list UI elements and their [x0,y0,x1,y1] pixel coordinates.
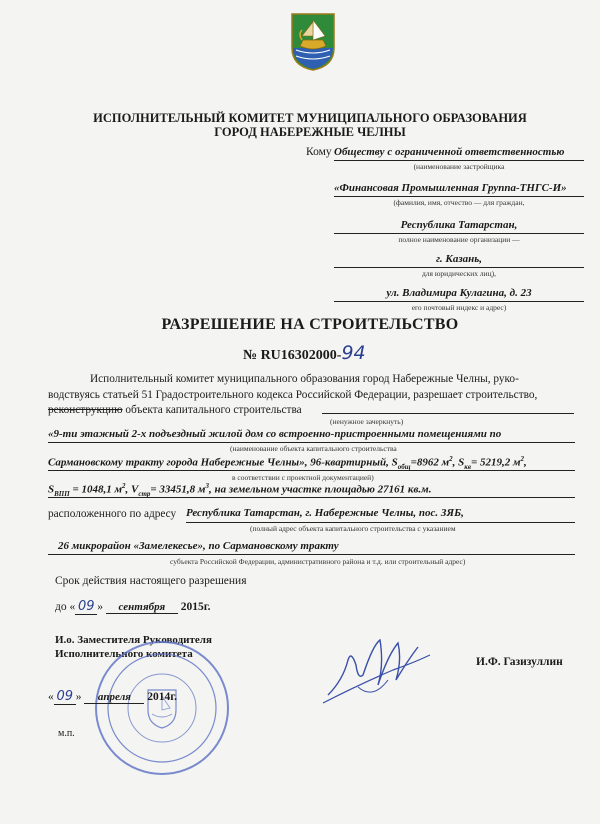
recipient-region-value: Республика Татарстан, [334,219,584,234]
paragraph-line-3-rest: объекта капитального строительства [125,404,302,416]
validity-quote: » [97,601,103,613]
volume-v-value: = 33451,8 м [150,483,206,496]
recipient-name-hint: (наименование застройщика [413,162,505,171]
validity-date [55,599,211,615]
recipient-address-value: ул. Владимира Кулагина, д. 23 [334,287,584,302]
recipient-company-hint: (фамилия, имя, отчество — для граждан, [393,198,525,207]
location-hint-2: субъекта Российской Федерации, административного района и т.д. или строительный адрес) [170,557,466,566]
seal-place-label: м.п. [58,728,75,739]
object-hint-1: (наименование объекта капитального строительства [230,444,397,453]
paragraph-line-3 [48,403,593,419]
validity-month: сентября [106,601,178,614]
date-day: 09 [54,689,76,705]
recipient-city-value: г. Казань, [334,253,584,268]
location-value: Республика Татарстан, г. Набережные Челны, пос. ЗЯБ, [186,507,575,523]
organization-header [80,111,540,139]
org-name-line2: ГОРОД НАБЕРЕЖНЫЕ ЧЕЛНЫ [214,125,406,139]
signer-position-line2: Исполнительного комитета [55,648,193,660]
object-line-2 [48,455,575,471]
area-total-sub: общ [397,462,411,471]
date-open-quote: « [48,691,54,703]
object-line-2-tail: , [524,456,527,469]
permit-number-prefix: № RU16302000- [243,348,342,363]
paragraph-line-1: Исполнительный комитет муниципального образования город Набережные Челны, руко- [90,373,519,385]
land-area-text: , на земельном участке площадью 27161 кв.м. [208,483,432,496]
object-type-line [322,412,574,414]
org-name-line1: ИСПОЛНИТЕЛЬНЫЙ КОМИТЕТ МУНИЦИПАЛЬНОГО ОБРАЗОВАНИЯ [93,111,527,125]
permit-number-handwritten: 94 [341,342,366,364]
coat-of-arms-emblem [290,12,336,72]
volume-s-sup: 2 [122,482,126,490]
signature-icon [318,625,438,715]
volume-s-sub: ВПП [54,489,70,498]
object-hint-2: в соответствии с проектной документацией) [232,473,374,482]
paragraph-line-2: водствуясь статьей 51 Градостроительного кодекса Российской Федерации, разрешает строительство, [48,388,538,401]
object-line-3 [48,482,575,498]
area-apt-label: , S [452,456,465,469]
signature-scribble [318,625,438,715]
volume-s-label: S [48,483,55,496]
location-line-2: 26 микрорайон «Замелекесье», по Сармановскому тракту [48,540,575,555]
emblem-shield-icon [290,12,336,72]
round-stamp-icon [92,638,232,778]
signer-position-line1: И.о. Заместителя Руководителя [55,634,212,646]
recipient-company-value: «Финансовая Промышленная Группа-ТНГС-И» [334,182,584,197]
area-apt-value: = 5219,2 м [470,456,521,469]
object-line-1: «9-ти этажный 2-х подъездный жилой дом со встроенно-пристроенными помещениями по [48,428,575,443]
volume-s-value: = 1048,1 м [69,483,122,496]
validity-day: 09 [75,599,97,615]
validity-do-label: до « [55,601,76,613]
area-apt-sup: 2 [520,455,525,463]
recipient-name-value: Обществу с ограниченной ответственностью [334,146,584,161]
date-year: 2014г. [147,691,178,703]
volume-v-sub: стр [138,489,151,498]
volume-v-label: , V [125,483,139,496]
validity-year: 2015г. [180,601,211,613]
signer-name: И.Ф. Газизуллин [476,656,563,668]
area-apt-sub: кв [464,462,471,471]
recipient-city-hint: для юридических лиц), [421,269,497,278]
document-title: РАЗРЕШЕНИЕ НА СТРОИТЕЛЬСТВО [161,316,459,333]
struck-reconstruction: реконструкцию [48,404,123,416]
date-month: апреля [84,691,144,704]
recipient-address-hint: его почтовый индекс и адрес) [411,303,507,312]
recipient-to-label: Кому [306,146,332,158]
date-close-quote: » [75,691,82,703]
strike-hint: (ненужное зачеркнуть) [330,417,404,426]
official-stamp [92,638,232,778]
validity-label: Срок действия настоящего разрешения [55,575,247,587]
volume-v-sup: 3 [205,482,209,490]
recipient-region-hint: полное наименование организации — [398,235,520,244]
area-total-sup: 2 [449,455,453,463]
object-line-2-text: Сармановскому тракту города Набережные Челны», 96-квартирный, S [48,456,398,469]
location-hint: (полный адрес объекта капитального строительства с указанием [250,524,456,533]
permit-number [243,342,366,364]
signature-date [48,689,177,705]
area-total-value: =8962 м [410,456,450,469]
location-label: расположенного по адресу [48,508,177,520]
